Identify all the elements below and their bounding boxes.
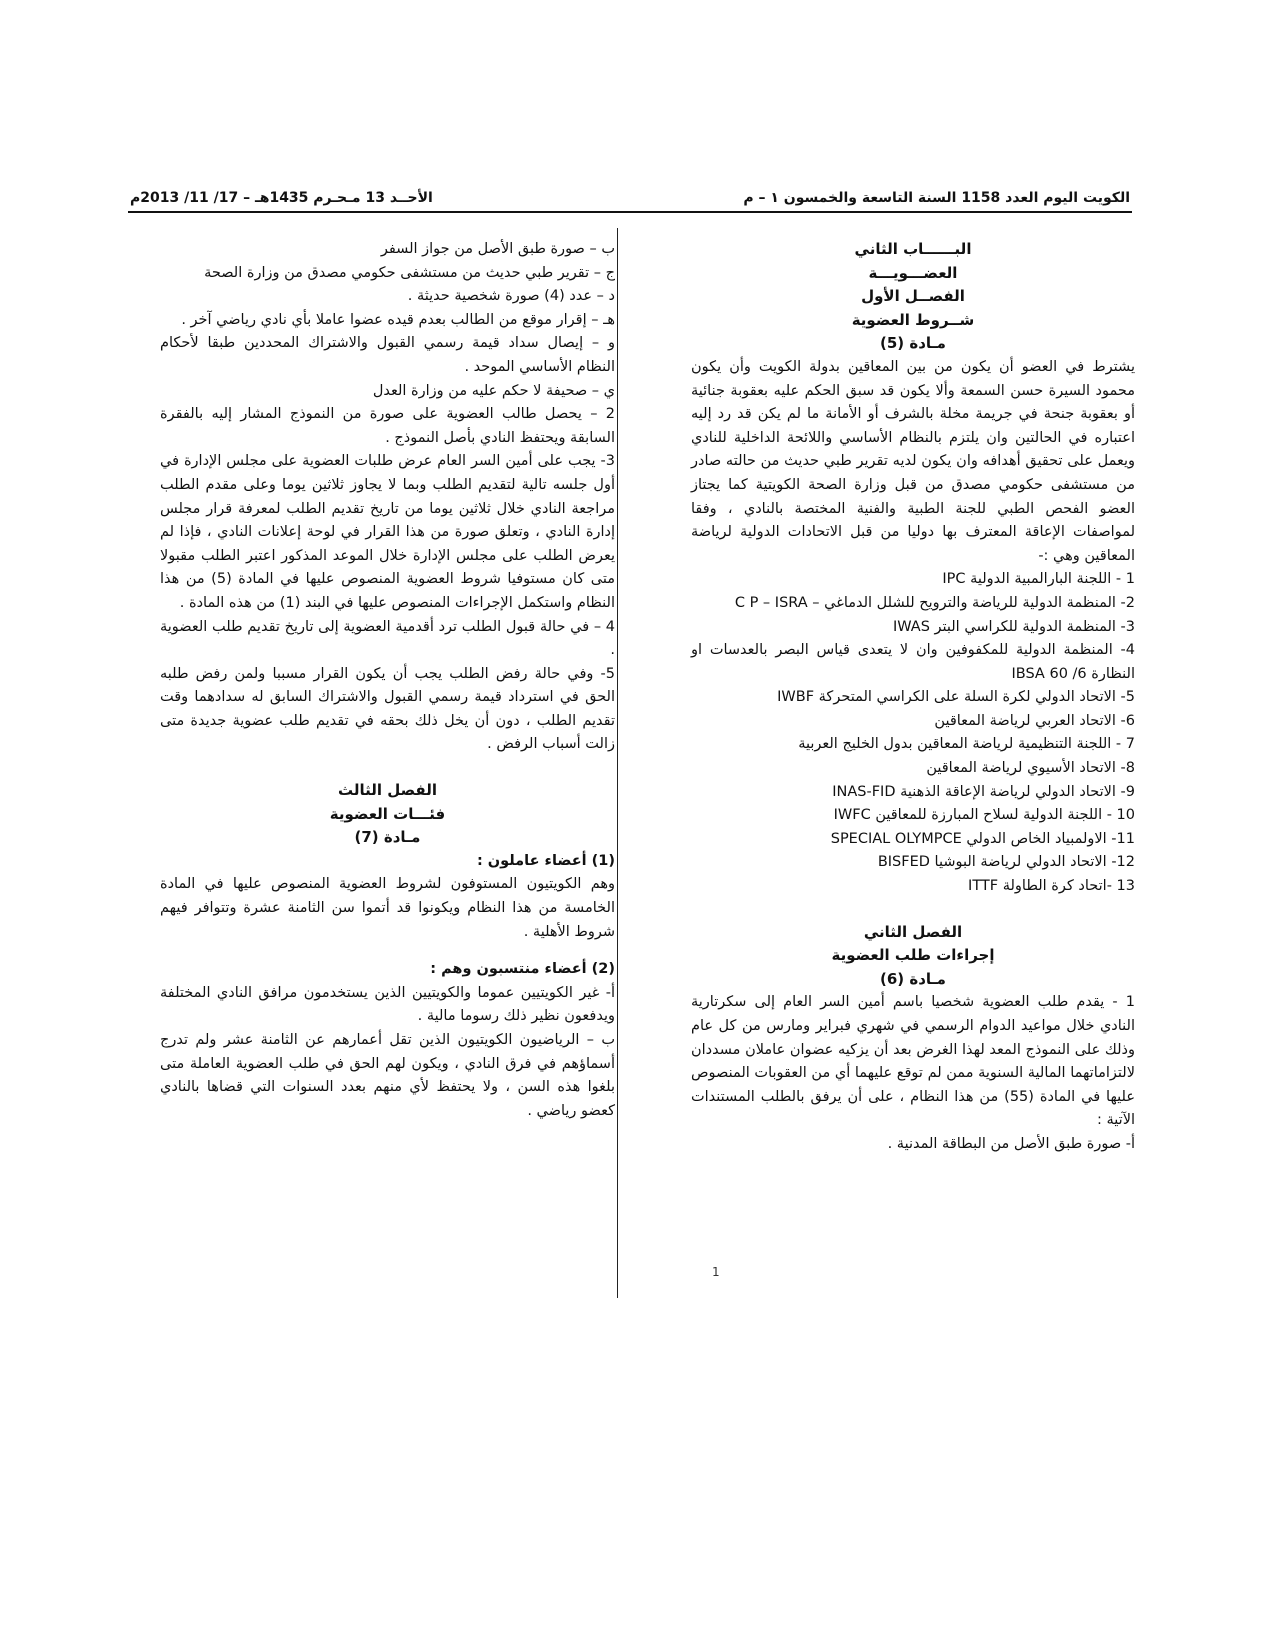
list-item: هـ – إقرار موقع من الطالب بعدم قيده عضوا عاملا بأي نادي رياضي آخر . (181, 311, 615, 328)
list-item: 6- الاتحاد العربي لرياضة المعاقين (934, 712, 1135, 729)
list-item: 4- المنظمة الدولية للمكفوفين وان لا يتعدى قياس البصر بالعدسات او النظارة 6/ 60 IBSA (691, 642, 1135, 682)
article-heading: مـادة (6) (880, 969, 946, 988)
list-item: 13 -اتحاد كرة الطاولة ITTF (968, 878, 1135, 895)
list-item: ي – صحيفة لا حكم عليه من وزارة العدل (372, 382, 615, 399)
left-column (160, 238, 615, 1123)
list-item: ج – تقرير طبي حديث من مستشفى حكومي مصدق من وزارة الصحة (204, 264, 615, 281)
paragraph: 2 – يحصل طالب العضوية على صورة من النموذج المشار إليه بالفقرة السابقة ويحتفظ النادي بأصل النموذج . (160, 406, 615, 446)
article-heading: مـادة (5) (880, 334, 946, 353)
header-rule (128, 211, 1132, 213)
section-heading: الفصل الثالث (337, 781, 437, 800)
list-item: 7 - اللجنة التنظيمية لرياضة المعاقين بدول الخليج العربية (798, 736, 1135, 753)
list-item: 12- الاتحاد الدولي لرياضة البوشيا BISFED (877, 854, 1135, 871)
paragraph: 4 – في حالة قبول الطلب ترد أقدمية العضوية إلى تاريخ تقديم طلب العضوية . (160, 618, 615, 659)
article-body: يشترط في العضو أن يكون من بين المعاقين بدولة الكويت وأن يكون محمود السيرة حسن السمعة وألا يكون قد سبق الحكم عليه بعقوبة جنائية أو بعقوبة جنحة في جريمة مخلة بالشرف أو الأمانة ما لم يكن قد رد إليه اعتباره في الحالتين وان يلتزم بالنظام الأساسي واللائحة الداخلية للنادي ويعمل على تحقيق أهدافه وان يكون لديه تقرير طبي حديث من حالته صادر من مستشفى حكومي مصدق من قبل وزارة الصحة الكويتية كما يجتاز العضو الفحص الطبي للجنة الطبية والفنية المختصة بالنادي ، وفقا لمواصفات الإعاقة المعترف بها دوليا من قبل الاتحادات الدولية لرياضة المعاقين وهي :- (691, 358, 1135, 564)
list-item: د – عدد (4) صورة شخصية حديثة . (407, 288, 615, 305)
column-divider (617, 228, 618, 1298)
paragraph: وهم الكويتيون المستوفون لشروط العضوية المنصوص عليها في المادة الخامسة من هذا النظام ويكونوا قد أتموا سن الثامنة عشرة وتتوافر فيهم شروط الأهلية . (160, 876, 615, 940)
paragraph: 3- يجب على أمين السر العام عرض طلبات العضوية على مجلس الإدارة في أول جلسه تالية لتقديم الطلب وبما لا يجاوز ثلاثين يوما وعلى مقدم الطلب مراجعة النادي خلال ثلاثين يوما من تاريخ تقديم الطلب لمعرفة قرار مجلس إدارة النادي ، وتعلق صورة من هذا القرار في لوحة إعلانات النادي ، فإذا لم يعرض الطلب على مجلس الإدارة خلال الموعد المذكور اعتبر الطلب مقبولا متى كان مستوفيا شروط العضوية المنصوص عليها في المادة (5) من هذا النظام واستكمل الإجراءات المنصوص عليها في البند (1) من هذه المادة . (160, 453, 615, 611)
list-item: 8- الاتحاد الأسيوي لرياضة المعاقين (926, 760, 1135, 777)
article-body: 1 - يقدم طلب العضوية شخصيا باسم أمين السر العام إلى سكرتارية النادي خلال مواعيد الدوام الرسمي في شهري فبراير ومارس من كل عام وذلك على النموذج المعد لهذا الغرض بعد أن يزكيه عضوان عاملان مسددان لالتزاماتهما المالية السنوية ممن لم توقع عليهما أي من العقوبات المنصوص عليها في المادة (55) من هذا النظام ، على أن يرفق بالطلب المستندات الآتية : (691, 994, 1135, 1129)
list-item: 5- الاتحاد الدولي لكرة السلة على الكراسي المتحركة IWBF (777, 689, 1135, 706)
section-title: شــروط العضوية (851, 310, 975, 329)
chapter-heading: البــــــاب الثاني (854, 240, 972, 258)
section-heading: الفصل الثاني (863, 922, 963, 941)
page-header (130, 190, 1130, 210)
section-title: فئـــات العضوية (329, 804, 446, 823)
list-item: 3- المنظمة الدولية للكراسي البتر IWAS (892, 618, 1135, 635)
list-item: 2- المنظمة الدولية للرياضة والترويح للشلل الدماغي – C P – ISRA (734, 594, 1135, 611)
right-column (691, 238, 1135, 1157)
list-item: 10 - اللجنة الدولية لسلاح المبارزة للمعاقين IWFC (833, 807, 1135, 824)
page-mark: 1 (712, 1265, 720, 1279)
section-heading: الفصــل الأول (861, 287, 965, 306)
list-item: ب – صورة طبق الأصل من جواز السفر (380, 241, 615, 257)
paragraph: أ- غير الكويتيين عموما والكويتيين الذين يستخدمون مرافق النادي المختلفة ويدفعون نظير ذلك رسوما مالية . (160, 984, 615, 1025)
subheading: (2) أعضاء منتسبون وهم : (430, 961, 615, 978)
chapter-subheading: العضـــويـــة (868, 263, 958, 282)
subheading: (1) أعضاء عاملون : (476, 852, 615, 869)
article-heading: مـادة (7) (354, 828, 421, 847)
list-item: و – إيصال سداد قيمة رسمي القبول والاشتراك المحددين طبقا لأحكام النظام الأساسي الموحد . (160, 335, 615, 375)
header-publication: الكويت اليوم العدد 1158 السنة التاسعة والخمسون ١ – م (743, 190, 1130, 206)
list-item: 1 - اللجنة البارالمبية الدولية IPC (942, 571, 1135, 588)
section-title: إجراءات طلب العضوية (831, 946, 995, 965)
paragraph: ب – الرياضيون الكويتيون الذين تقل أعمارهم عن الثامنة عشر ولم تدرج أسماؤهم في فرق النادي ، ويكون لهم الحق في طلب العضوية العاملة متى بلغوا هذه السن ، ولا يحتفظ لأي منهم بعدد السنوات التي قضاها بالنادي كعضو رياضي . (160, 1032, 615, 1119)
list-item: 11- الاولمبياد الخاص الدولي SPECIAL OLYMPCE (830, 830, 1135, 847)
paragraph: 5- وفي حالة رفض الطلب يجب أن يكون القرار مسببا ولمن رفض طلبه الحق في استرداد قيمة رسمي القبول والاشتراك السابق له سدادهما وقت تقديم الطلب ، دون أن يخل ذلك بحقه في تقديم طلب عضوية جديدة متى زالت أسباب الرفض . (160, 665, 615, 753)
list-item: 9- الاتحاد الدولي لرياضة الإعاقة الذهنية INAS-FID (832, 783, 1135, 800)
header-date: الأحــد 13 مـحـرم 1435هـ – 17/ 11/ 2013م (130, 190, 433, 206)
list-item: أ- صورة طبق الأصل من البطاقة المدنية . (887, 1135, 1135, 1152)
